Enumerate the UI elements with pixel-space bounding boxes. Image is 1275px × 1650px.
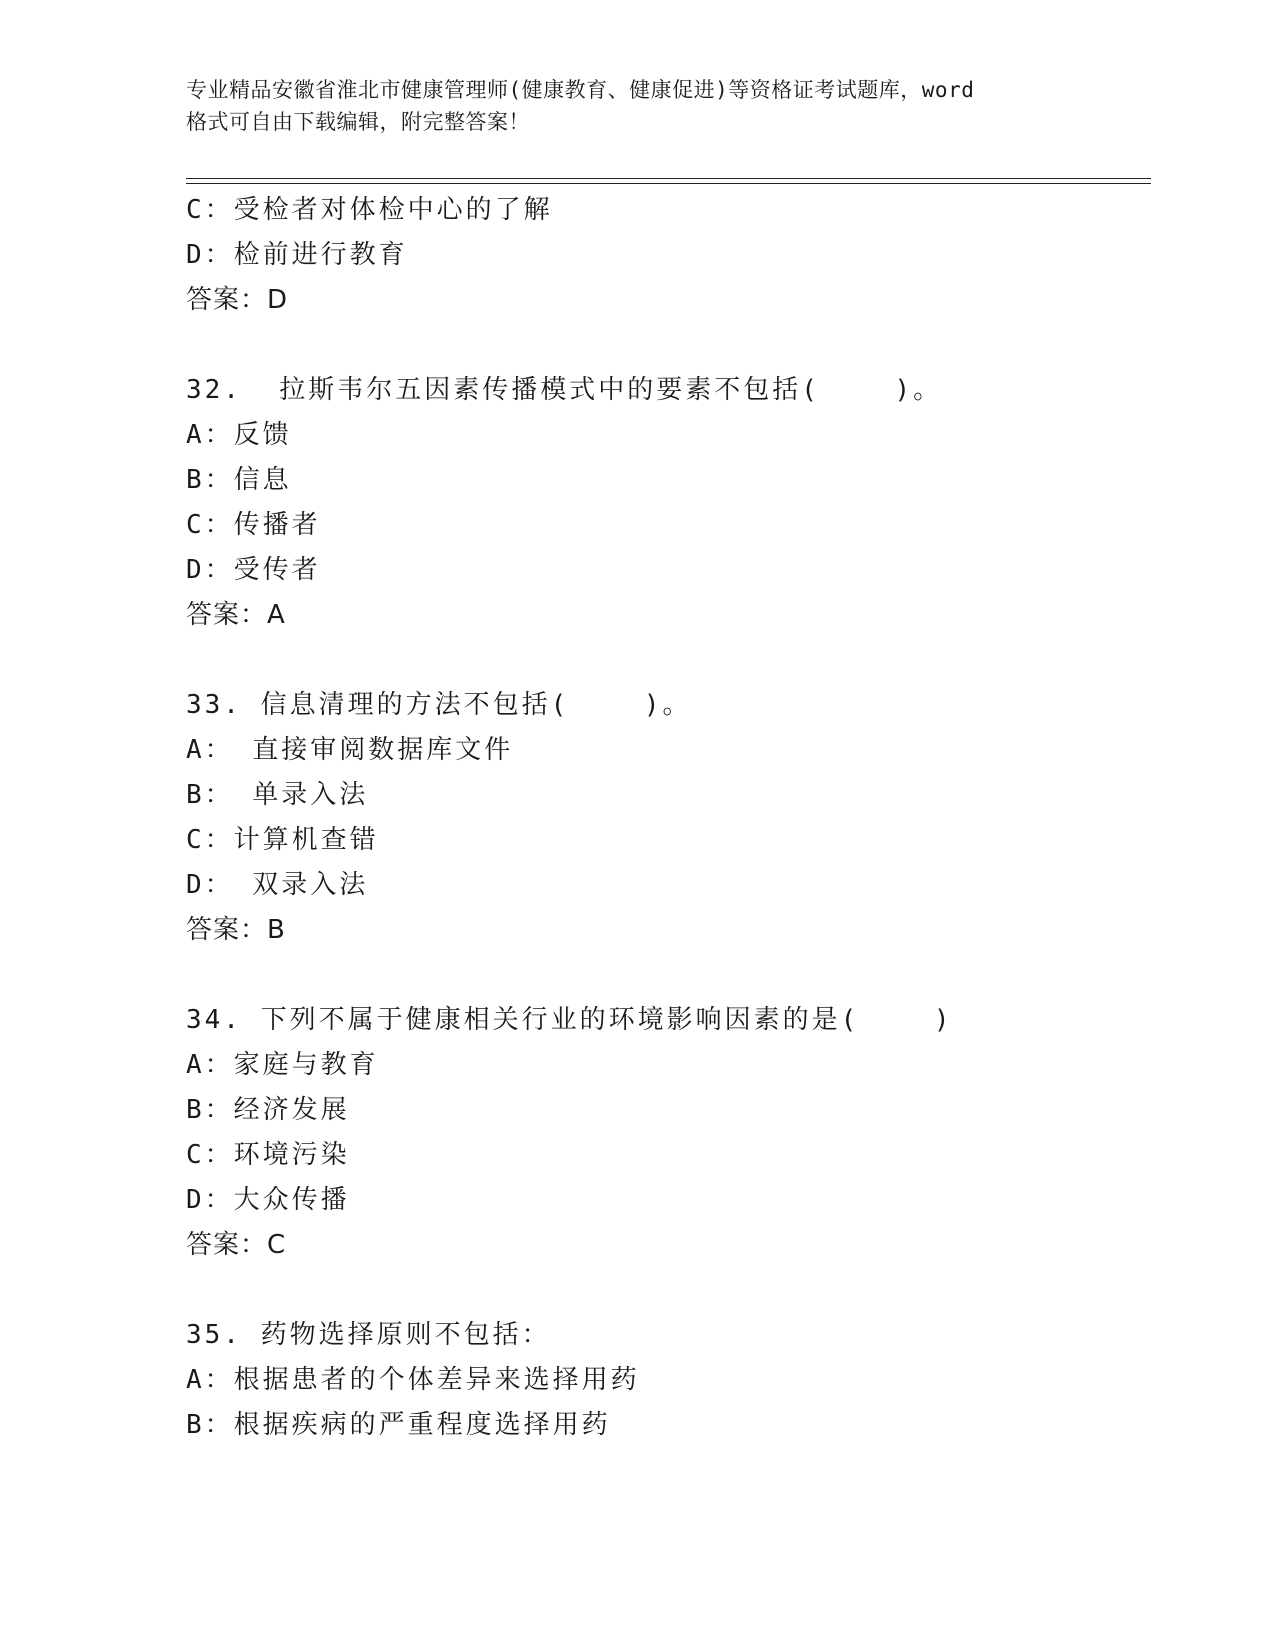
answer-text: 答案：C xyxy=(186,1230,287,1260)
question-text: 35. 药物选择原则不包括： xyxy=(186,1320,551,1350)
question-list xyxy=(186,188,1146,1448)
option-text: B：信息 xyxy=(186,465,292,495)
question-text: 33. 信息清理的方法不包括( )。 xyxy=(186,690,692,720)
option-text: C：传播者 xyxy=(186,510,321,540)
option-text: C：受检者对体检中心的了解 xyxy=(186,195,553,225)
option-text: D：大众传播 xyxy=(186,1185,350,1215)
answer-text: 答案：D xyxy=(186,285,289,315)
option-text: B：经济发展 xyxy=(186,1095,350,1125)
header-line-1: 专业精品安徽省淮北市健康管理师(健康教育、健康促进)等资格证考试题库，word xyxy=(186,78,975,102)
question-text: 34. 下列不属于健康相关行业的环境影响因素的是( ) xyxy=(186,1005,953,1035)
option-text: A：家庭与教育 xyxy=(186,1050,379,1080)
option-text: D：检前进行教育 xyxy=(186,240,408,270)
header-divider-bottom xyxy=(186,183,1151,184)
answer-text: 答案：B xyxy=(186,915,286,945)
option-text: B：根据疾病的严重程度选择用药 xyxy=(186,1410,611,1440)
option-text: D：受传者 xyxy=(186,555,321,585)
option-text: A：反馈 xyxy=(186,420,292,450)
document-header xyxy=(186,74,1086,138)
header-divider-top xyxy=(186,178,1151,179)
option-text: A：根据患者的个体差异来选择用药 xyxy=(186,1365,640,1395)
spacer xyxy=(186,1268,1146,1313)
option-text: A： 直接审阅数据库文件 xyxy=(186,735,514,765)
spacer xyxy=(186,638,1146,683)
header-line-2: 格式可自由下载编辑，附完整答案！ xyxy=(186,110,530,134)
spacer xyxy=(186,953,1146,998)
option-text: C：环境污染 xyxy=(186,1140,350,1170)
answer-text: 答案：A xyxy=(186,600,286,630)
option-text: D： 双录入法 xyxy=(186,870,369,900)
option-text: B： 单录入法 xyxy=(186,780,369,810)
option-text: C：计算机查错 xyxy=(186,825,379,855)
spacer xyxy=(186,323,1146,368)
question-text: 32. 拉斯韦尔五因素传播模式中的要素不包括( )。 xyxy=(186,375,943,405)
